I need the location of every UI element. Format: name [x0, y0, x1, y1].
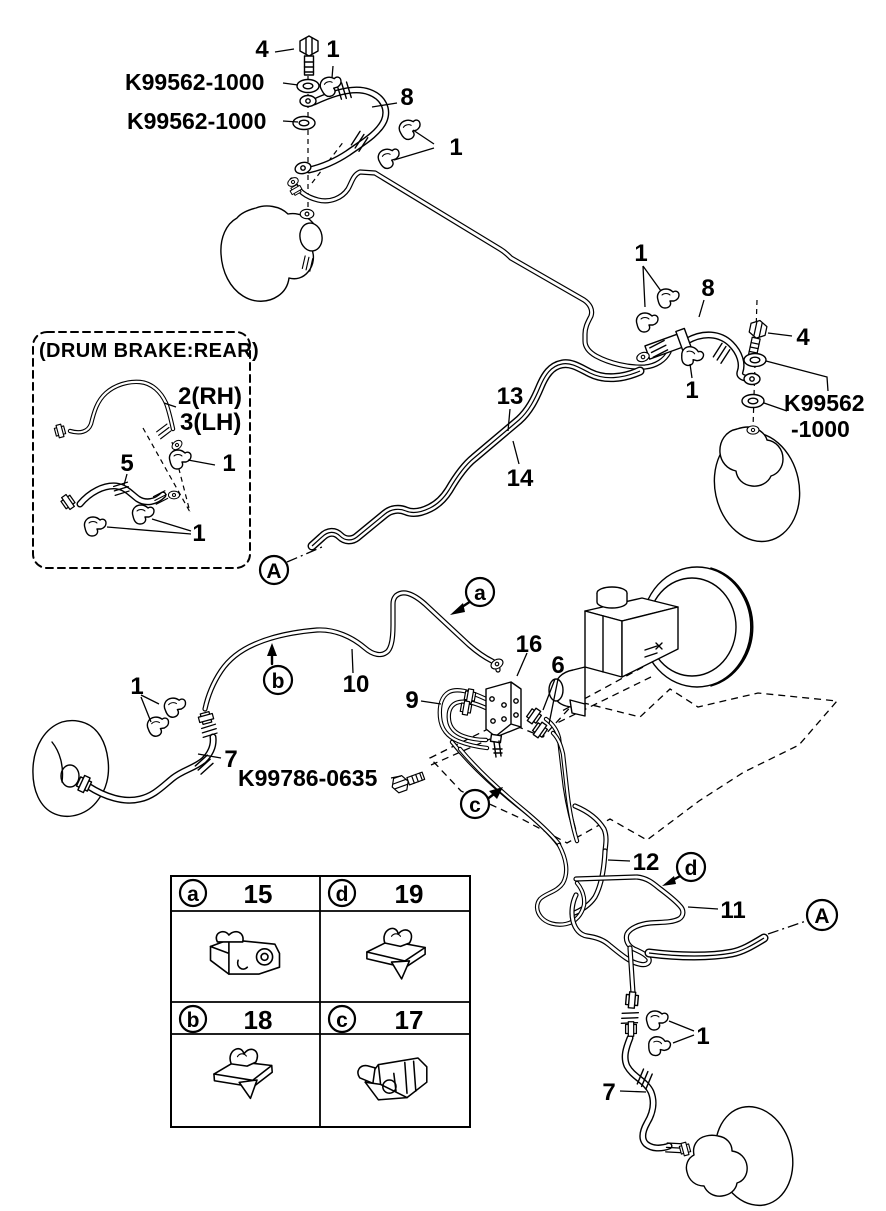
label-part-4-front-left: 4: [255, 36, 269, 63]
section-marker-d: [677, 853, 705, 881]
legend-part-17: 17: [394, 1005, 424, 1035]
label-part-1-front-right: 1: [634, 240, 648, 267]
label-part-1-front-right-lower: 1: [685, 377, 699, 404]
legend-part-19: 19: [394, 879, 424, 909]
master-cylinder-reservoir: [549, 587, 678, 716]
label-part-3lh: 3(LH): [180, 409, 242, 436]
marker-c-letter: c: [469, 794, 481, 817]
section-marker-c: [461, 790, 489, 818]
label-part-5: 5: [120, 450, 134, 477]
legend-marker-a: a: [187, 883, 199, 906]
label-k99562-right-2: -1000: [791, 416, 850, 442]
drum-brake-rear-inset: [33, 332, 259, 568]
section-marker-a: [466, 578, 494, 606]
clip-legend-table: [171, 876, 470, 1127]
section-a-left-leader: [287, 547, 322, 562]
junction-block-16: [486, 682, 521, 757]
marker-A-right-letter: A: [814, 905, 830, 928]
section-marker-A-right: [807, 900, 837, 930]
label-k99562-right-1: K99562: [784, 390, 865, 416]
section-marker-A-left: [260, 556, 288, 584]
marker-d-letter: d: [684, 857, 698, 880]
label-part-10: 10: [342, 671, 370, 698]
rear-brake-pipe-pair-13-14: [312, 364, 640, 546]
label-k99562-bottom: K99562-1000: [127, 108, 267, 134]
label-part-13: 13: [496, 383, 524, 410]
hose-8-front-left: [309, 82, 386, 170]
legend-part-15: 15: [243, 879, 273, 909]
front-brake-pipe: [292, 172, 669, 367]
label-part-7-rear: 7: [602, 1079, 616, 1106]
label-part-8-front-left: 8: [400, 84, 414, 111]
legend-marker-d: d: [335, 883, 349, 906]
legend-marker-c: c: [336, 1009, 348, 1032]
rear-pipe-pair-right: [649, 938, 764, 956]
legend-marker-b: b: [186, 1009, 200, 1032]
marker-a-letter: a: [474, 582, 486, 605]
label-part-6: 6: [551, 652, 565, 679]
label-part-7-front-left: 7: [224, 746, 238, 773]
rear-hose-clips: [646, 1011, 671, 1058]
mid-left-clips: [146, 696, 187, 737]
inset-pipe-2-3: [54, 382, 184, 452]
marker-b-letter: b: [271, 670, 285, 693]
marker-A-left-letter: A: [266, 560, 282, 583]
label-part-1-rear: 1: [696, 1023, 710, 1050]
k99786-bolt: [390, 769, 426, 795]
inset-title: (DRUM BRAKE:REAR): [39, 340, 260, 362]
label-k99562-top: K99562-1000: [125, 69, 265, 95]
pipes-from-fittings: [546, 719, 577, 841]
label-part-11: 11: [720, 897, 746, 924]
front-left-dust-shield: [221, 206, 324, 301]
label-k99786: K99786-0635: [238, 765, 378, 791]
section-a-right-leader: [768, 921, 806, 934]
label-part-1-inset-b: 1: [192, 520, 206, 547]
rear-right-brake-drum: [686, 1098, 803, 1211]
label-part-4-front-right: 4: [796, 324, 810, 351]
rear-left-backing-plate: [33, 721, 109, 817]
label-part-14: 14: [506, 465, 534, 492]
label-part-1-front-pipe: 1: [449, 134, 463, 161]
inset-hose-5: [59, 482, 179, 511]
label-part-8-front-right: 8: [701, 275, 715, 302]
label-part-1-inset-a: 1: [222, 450, 236, 477]
label-part-16: 16: [515, 631, 543, 658]
legend-part-18: 18: [243, 1005, 273, 1035]
front-right-dust-shield: [704, 424, 809, 549]
label-part-1-mid-left: 1: [130, 673, 144, 700]
section-marker-b: [264, 666, 292, 694]
label-part-12: 12: [632, 849, 660, 876]
label-part-2rh: 2(RH): [178, 383, 242, 410]
label-part-9: 9: [405, 687, 419, 714]
pipe-drop-to-rear-hose: [630, 948, 633, 993]
label-part-1-top: 1: [326, 36, 340, 63]
